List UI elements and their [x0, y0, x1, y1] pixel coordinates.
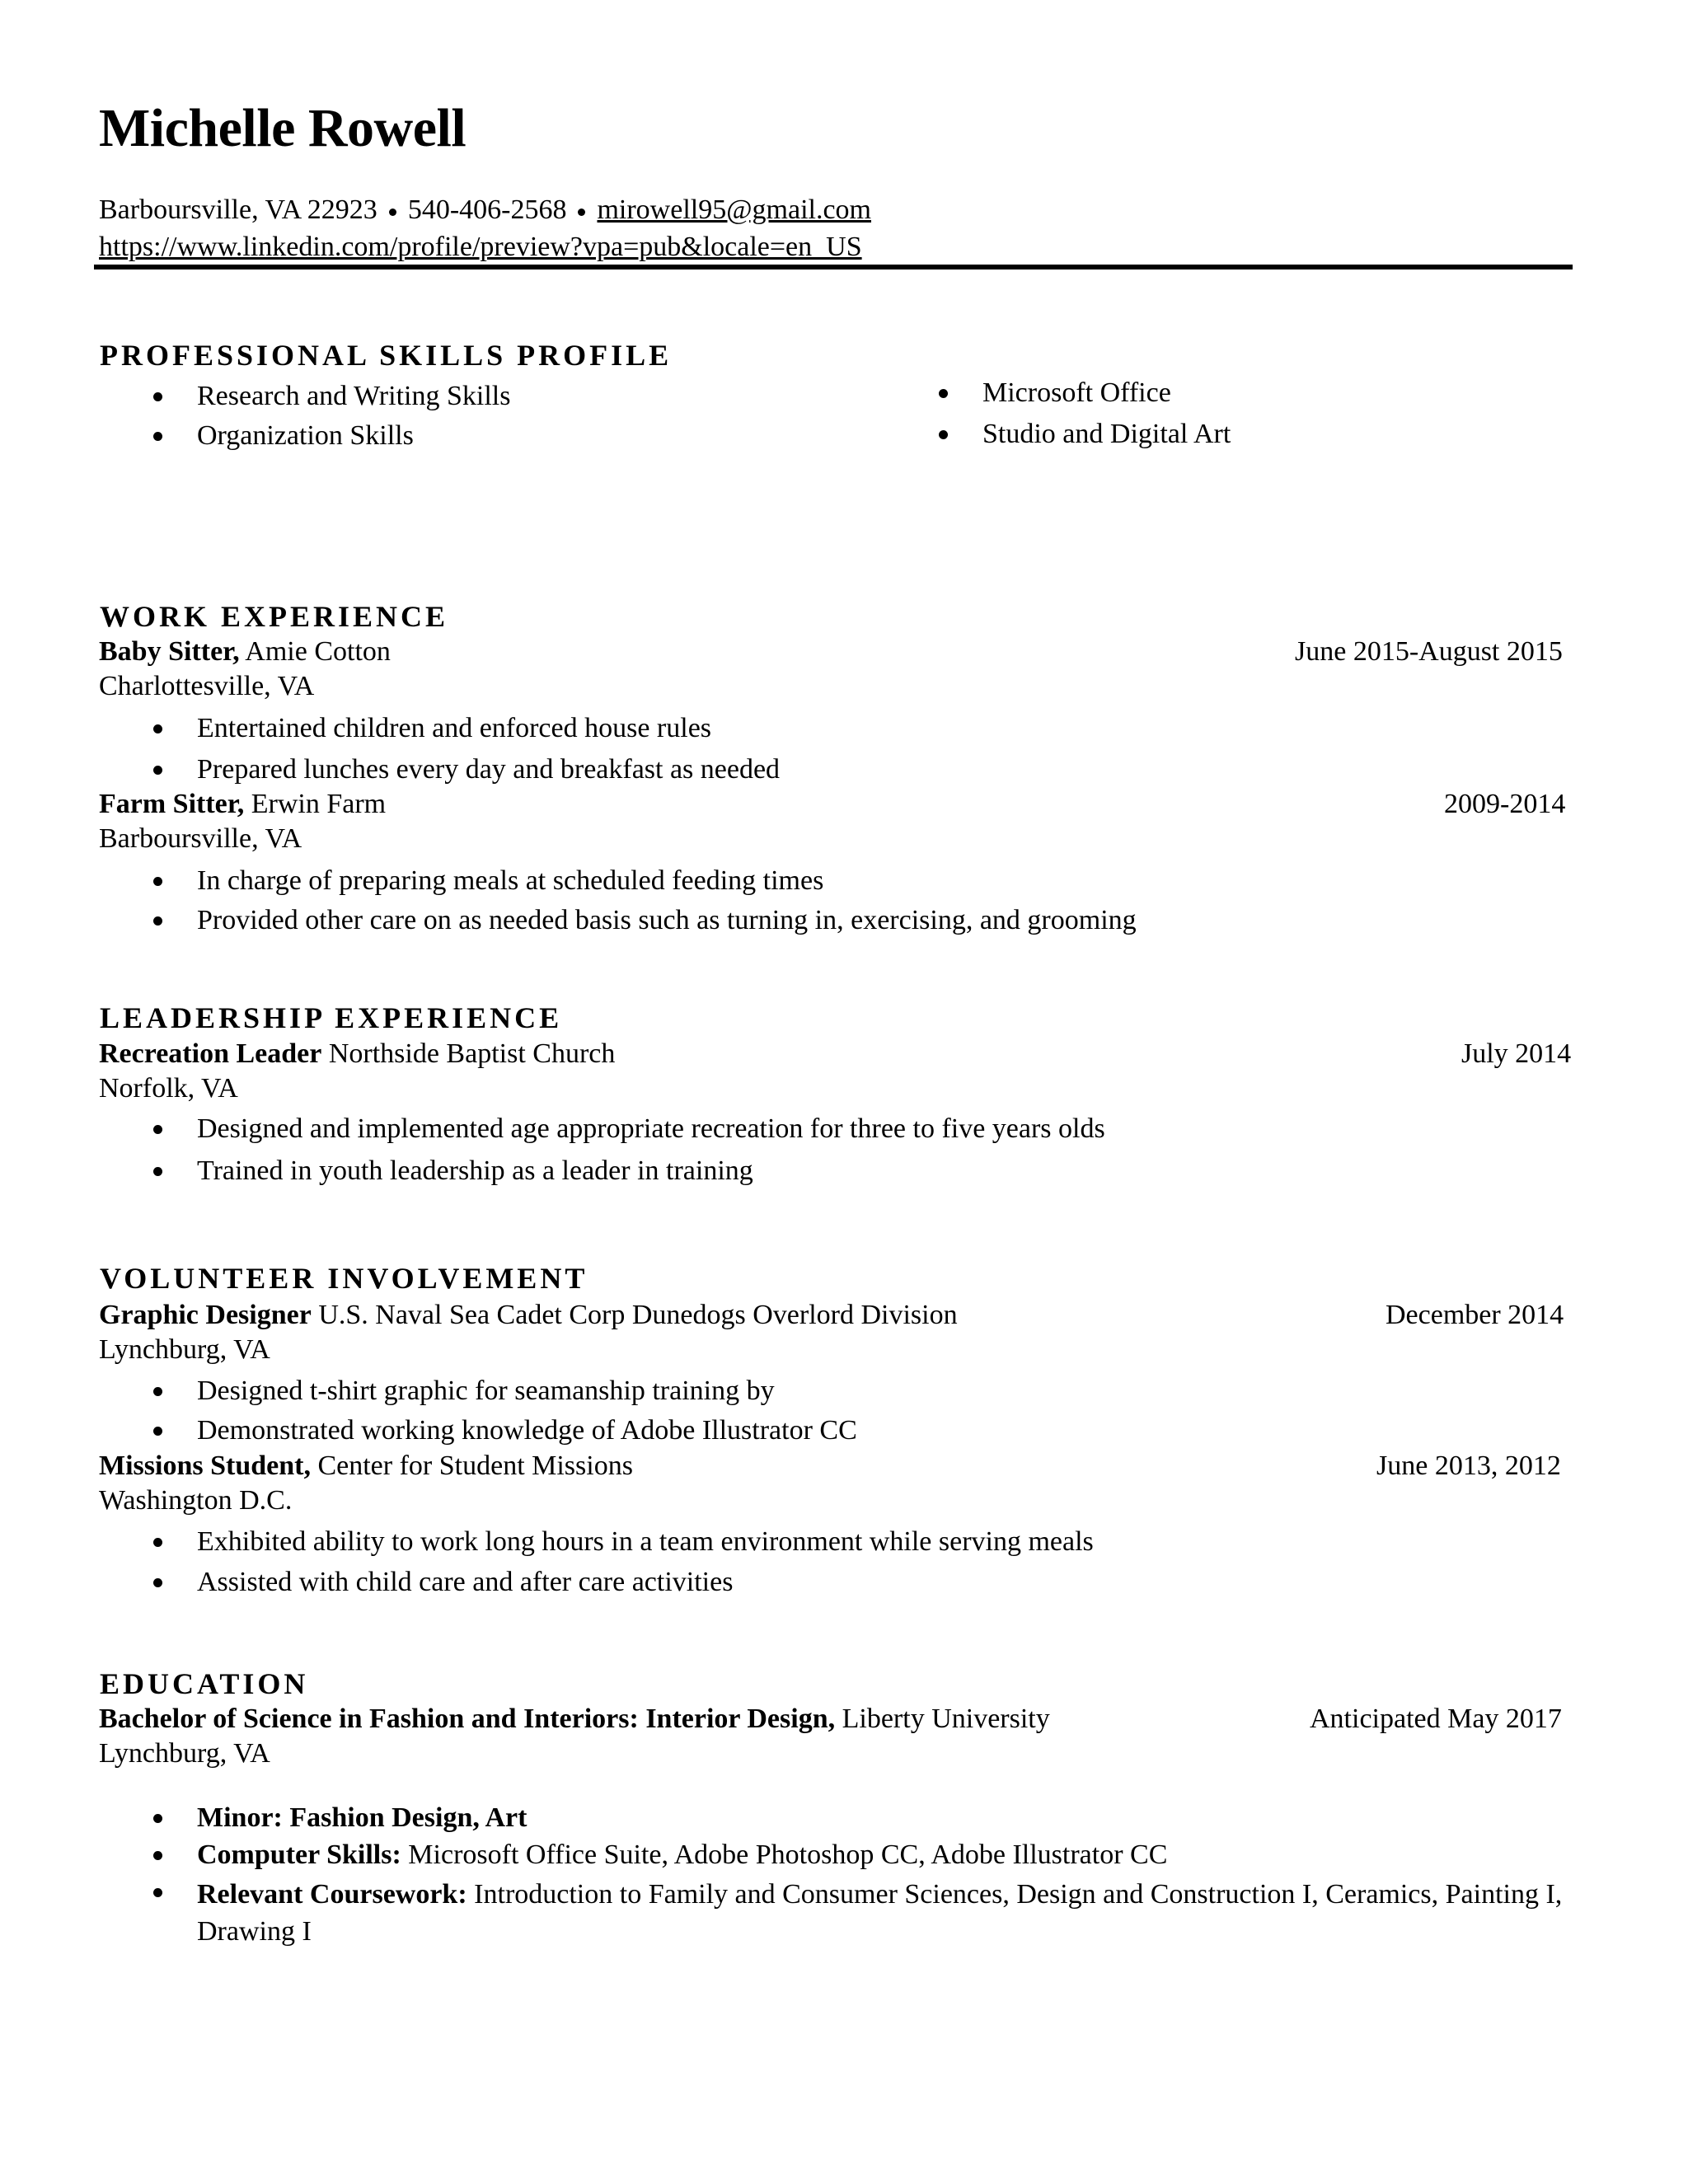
job-date: June 2013, 2012 [1376, 1451, 1561, 1481]
degree: Bachelor of Science in Fashion and Interiors: Interior Design, [99, 1704, 836, 1734]
job-heading [99, 1038, 615, 1071]
bullet-dot [153, 1125, 162, 1134]
linkedin-link[interactable]: https://www.linkedin.com/profile/preview?vpa=pub&locale=en_US [99, 232, 862, 262]
bullet-dot [153, 1538, 162, 1547]
section-title-volunteer: VOLUNTEER INVOLVEMENT [100, 1262, 588, 1295]
job-location: Lynchburg, VA [99, 1334, 270, 1365]
bullet-dot [153, 392, 162, 401]
resume-name: Michelle Rowell [99, 98, 467, 158]
job-heading [99, 1450, 633, 1483]
job-role: Recreation Leader [99, 1038, 322, 1069]
resume-page: Michelle Rowell Barboursville, VA 22923 540-406-2568 mirowell95@gmail.com https://www.linkedin.com/profile/preview?vpa=pub&locale=en_US PROFESSIONAL SKILLS PROFILE Research and Writing Skills Organization Skills Microsoft Office Studio and Digital Art WORK EXPERIENCE Baby Sitter, Amie Cotton June 2015-August 2015 Charlottesville, VA Entertained children and enforced house rules Prepared lunches every day and breakfast as needed Farm Sitter, Erwin Farm 2009-2014 Barboursville, VA In charge of preparing meals at scheduled feeding times Provided other care on as needed basis such as turning in, exercising, and grooming LEADERSHIP EXPERIENCE Recreation Leader Northside Baptist Church July 2014 Norfolk, VA Designed and implemented age appropriate recreation for three to five years olds Trained in youth leadership as a leader in training VOLUNTEER INVOLVEMENT Graphic Designer U.S. Naval Sea Cadet Corp Dunedogs Overlord Division December 2014 Lynchburg, VA Designed t-shirt graphic for seamanship training by Demonstrated working knowledge of Adobe Illustrator CC Missions Student, Center for Student Missions June 2013, 2012 Washington D.C. Exhibited ability to work long hours in a team environment while serving meals Assisted with child care and after care activities EDUCATION Bachelor of Science in Fashion and Interiors: Interior Design, Liberty University Anticipated May 2017 Lynchburg, VA Minor: Fashion Design, Art Computer Skills: Microsoft Office Suite, Adobe Photoshop CC, Adobe Illustrator CC Relevant Coursework: Introduction to Family and Consumer Sciences, Design and Construction I, Ceramics, Painting I, Drawing I [0, 0, 1688, 2184]
bullet-dot [153, 1888, 162, 1897]
section-title-work: WORK EXPERIENCE [100, 600, 449, 633]
job-heading [99, 1299, 958, 1332]
bullet-dot [153, 432, 162, 441]
job-role: Baby Sitter, [99, 636, 240, 667]
coursework-value: Introduction to Family and Consumer Sciences, Design and Construction I, Ceramics, Painting I, Drawing I [197, 1879, 1563, 1947]
contact-block [99, 191, 871, 265]
job-location: Washington D.C. [99, 1485, 293, 1516]
job-location: Charlottesville, VA [99, 671, 315, 701]
job-location: Norfolk, VA [99, 1073, 238, 1104]
bullet-dot [153, 1167, 162, 1176]
job-role: Farm Sitter, [99, 789, 245, 819]
contact-line-2 [99, 228, 871, 265]
section-title-education: EDUCATION [100, 1667, 309, 1700]
job-org: Center for Student Missions [317, 1451, 633, 1481]
bullet-dot [153, 766, 162, 775]
bullet-dot [153, 877, 162, 886]
job-org: Amie Cotton [245, 636, 391, 667]
separator-dot [389, 209, 396, 216]
section-title-leadership: LEADERSHIP EXPERIENCE [100, 1001, 563, 1034]
job-date: June 2015-August 2015 [1295, 636, 1563, 667]
bullet-dot [153, 1427, 162, 1436]
computer-skills-value: Microsoft Office Suite, Adobe Photoshop CC, Adobe Illustrator CC [408, 1840, 1168, 1870]
bullet-dot [939, 389, 948, 398]
degree-date: Anticipated May 2017 [1310, 1704, 1562, 1734]
bullet-dot [153, 1578, 162, 1587]
computer-skills-label: Computer Skills: [197, 1840, 401, 1870]
job-heading [99, 635, 391, 668]
coursework-label: Relevant Coursework: [197, 1879, 467, 1910]
job-date: 2009-2014 [1444, 789, 1566, 819]
job-heading [99, 788, 386, 821]
degree-heading [99, 1703, 1050, 1736]
education-location: Lynchburg, VA [99, 1738, 270, 1769]
email-link[interactable]: mirowell95@gmail.com [597, 194, 871, 225]
header-rule [94, 265, 1573, 269]
bullet-dot [153, 916, 162, 926]
location: Barboursville, VA 22923 [99, 194, 377, 225]
bullet-dot [153, 724, 162, 733]
job-role: Graphic Designer [99, 1300, 312, 1330]
contact-line-1 [99, 191, 871, 228]
job-date: December 2014 [1386, 1300, 1564, 1330]
job-org: Erwin Farm [251, 789, 387, 819]
minor: Minor: Fashion Design, Art [197, 1802, 528, 1833]
separator-dot [578, 209, 585, 216]
section-title-skills: PROFESSIONAL SKILLS PROFILE [100, 339, 673, 372]
phone: 540-406-2568 [407, 194, 567, 225]
bullet-dot [153, 1814, 162, 1823]
job-date: July 2014 [1461, 1038, 1572, 1069]
school: Liberty University [842, 1704, 1050, 1734]
job-location: Barboursville, VA [99, 823, 302, 854]
job-role: Missions Student, [99, 1451, 311, 1481]
job-org: Northside Baptist Church [328, 1038, 616, 1069]
job-org: U.S. Naval Sea Cadet Corp Dunedogs Overlord Division [318, 1300, 958, 1330]
bullet-dot [153, 1387, 162, 1396]
bullet-dot [153, 1851, 162, 1860]
bullet-dot [939, 430, 948, 439]
